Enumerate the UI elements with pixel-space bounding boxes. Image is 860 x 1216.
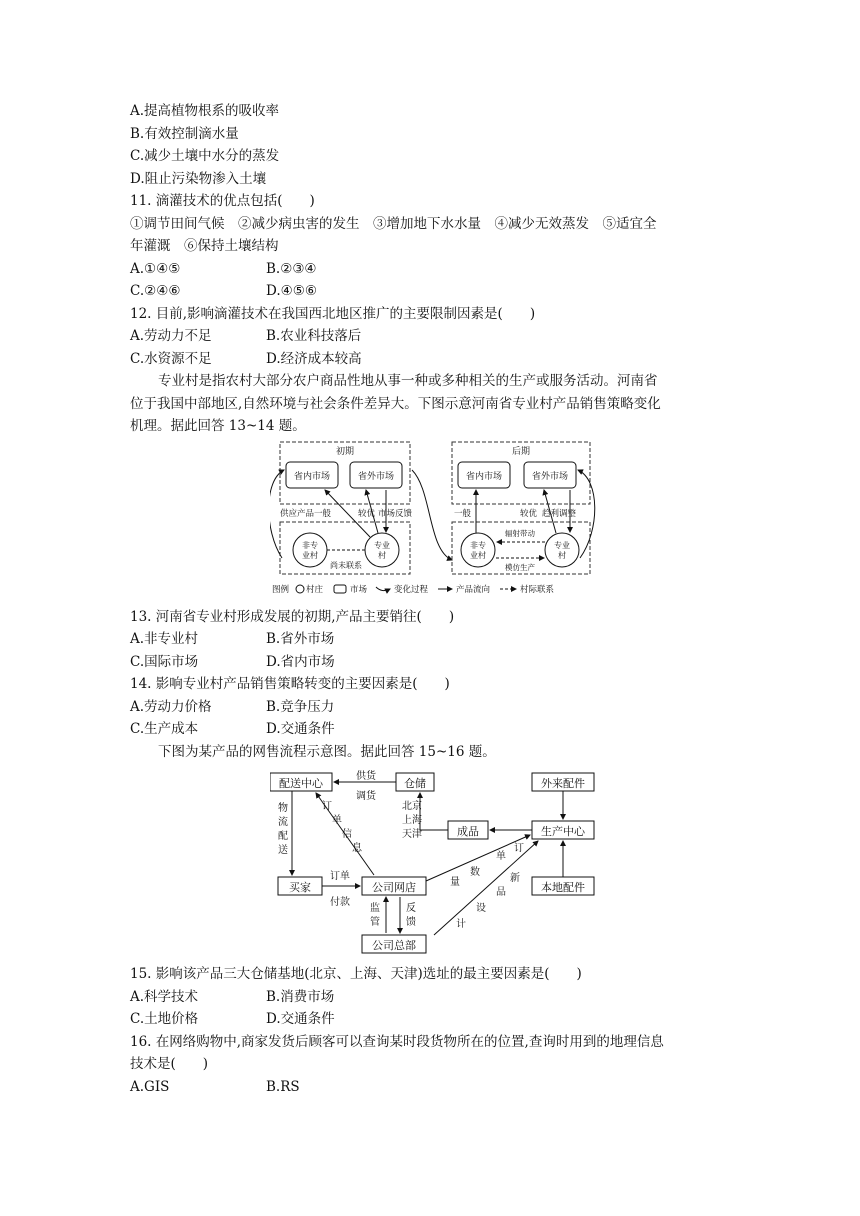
q15-option-a: A.科学技术: [130, 988, 199, 1005]
q11-items-1: ①调节田间气候 ②减少病虫害的发生 ③增加地下水水量 ④减少无效蒸发 ⑤适宜全: [130, 215, 657, 232]
passage1-line2: 位于我国中部地区,自然环境与社会条件差异大。下图示意河南省专业村产品销售策略变化: [130, 395, 661, 412]
q12-options-row1: [130, 325, 730, 348]
general-label-late: 一般: [454, 508, 472, 519]
radiation-label: 辐射带动: [505, 528, 535, 538]
supply-general-label: 供应产品一般: [280, 508, 332, 519]
q12-stem: 12. 目前,影响滴灌技术在我国西北地区推广的主要限制因素是( ): [130, 305, 536, 322]
q14-option-c: C.生产成本: [130, 721, 199, 737]
q15-stem: 15. 影响该产品三大仓储基地(北京、上海、天津)选址的最主要因素是( ): [130, 966, 582, 982]
order-info-4: 息: [352, 843, 362, 854]
q15-options-row2: [130, 1008, 730, 1031]
q14-option-b: B.竞争压力: [266, 698, 335, 715]
q15-option-d: D.交通条件: [266, 1011, 335, 1027]
q10-option-b: B.有效控制滴水量: [130, 125, 239, 142]
q13-option-c: C.国际市场: [130, 653, 199, 670]
q12-option-a: A.劳动力不足: [130, 328, 212, 344]
early-title: 初期: [335, 446, 355, 457]
q16-option-b: B.RS: [266, 1078, 300, 1095]
q12-option-c: C.水资源不足: [130, 350, 212, 367]
q13-option-d: D.省内市场: [266, 653, 335, 670]
finished-goods-label: 成品: [457, 825, 479, 838]
sales-strategy-diagram: [270, 440, 600, 600]
order-qty-2: 单: [496, 851, 506, 862]
city-beijing: 北京: [402, 801, 422, 812]
late-change-curve-right: [578, 470, 595, 558]
q14-stem: 14. 影响专业村产品销售策略转变的主要因素是( ): [130, 676, 450, 692]
logistics-1: 物: [278, 803, 288, 814]
legend-village-symbol: [296, 585, 304, 593]
late-non-village-l2: 业村: [470, 550, 486, 560]
legend-village: 村庄: [306, 584, 324, 595]
q11-options-row2: [130, 280, 730, 303]
q16-stem-1: 16. 在网络购物中,商家发货后顾客可以查询某时段货物所在的位置,查询时用到的地理信息: [130, 1033, 664, 1050]
q15-option-b: B.消费市场: [266, 988, 335, 1005]
order-qty-3: 数: [470, 867, 480, 878]
city-tianjin: 天津: [402, 829, 422, 840]
order-qty-1: 订: [514, 843, 524, 854]
production-center-label: 生产中心: [541, 825, 585, 838]
feedback-1: 反: [406, 903, 416, 914]
passage2: 下图为某产品的网售流程示意图。据此回答 15~16 题。: [158, 743, 496, 760]
early-non-village-l1: 非专: [302, 540, 318, 550]
logistics-4: 送: [278, 845, 288, 856]
q12-option-b: B.农业科技落后: [266, 328, 362, 344]
distribution-center-label: 配送中心: [279, 777, 323, 790]
change-process-curve: [412, 470, 452, 560]
market-feedback-label: 市场反馈: [378, 508, 413, 519]
order-qty-4: 量: [450, 877, 460, 888]
early-out-province-label: 省外市场: [357, 471, 395, 482]
late-spec-village-l1: 专业: [554, 540, 570, 550]
q13-options-row1: [130, 628, 730, 651]
finished-to-warehouse-arrow: [420, 793, 448, 830]
q11-options-row1: [130, 258, 730, 281]
supply-label: 供货: [356, 771, 376, 782]
order-pay-1: 订单: [330, 871, 350, 882]
legend-change: 变化过程: [394, 584, 429, 595]
transfer-label: 调货: [356, 791, 376, 802]
q14-option-a: A.劳动力价格: [130, 698, 212, 715]
supervise-1: 监: [370, 903, 380, 914]
late-in-province-label: 省内市场: [465, 471, 503, 482]
logistics-2: 流: [278, 817, 288, 828]
q11-stem: 11. 滴灌技术的优点包括( ): [130, 193, 315, 209]
q10-option-a: A.提高植物根系的吸收率: [130, 103, 280, 119]
fig1-legend: [272, 584, 555, 595]
legend-prefix: 图例: [272, 584, 290, 595]
not-linked-label: 尚未联系: [330, 560, 362, 570]
early-spec-village-l2: 村: [378, 550, 386, 560]
late-spec-village-l2: 村: [558, 550, 566, 560]
city-shanghai: 上海: [402, 815, 422, 826]
legend-change-symbol: [376, 587, 390, 591]
q14-options-row2: [130, 718, 730, 741]
online-sales-flow-diagram: [270, 769, 600, 955]
warehouse-label: 仓储: [404, 777, 426, 790]
early-in-province-label: 省内市场: [293, 471, 331, 482]
new-design-4: 计: [456, 919, 466, 930]
order-info-3: 信: [342, 829, 352, 840]
logistics-3: 配: [278, 831, 288, 842]
early-specialized-village: [365, 533, 399, 567]
new-design-arrow: [434, 841, 538, 935]
early-non-specialized-village: [293, 533, 327, 567]
order-info-2: 单: [332, 815, 342, 826]
profit-adjust-label: 趋利调整: [542, 508, 577, 519]
q11-option-b: B.②③④: [266, 260, 317, 277]
order-info-1: 订: [322, 801, 332, 812]
better-label-late: 较优: [520, 508, 538, 519]
exam-page: [130, 100, 730, 1098]
supervise-2: 管: [370, 917, 380, 928]
q16-option-a: A.GIS: [130, 1078, 170, 1095]
q13-option-b: B.省外市场: [266, 631, 335, 647]
q16-stem-2: 技术是( ): [130, 1056, 209, 1072]
late-out-province-label: 省外市场: [531, 471, 569, 482]
external-parts-label: 外来配件: [541, 777, 585, 790]
local-parts-label: 本地配件: [541, 881, 585, 894]
early-spec-village-l1: 专业: [374, 540, 390, 550]
q14-option-d: D.交通条件: [266, 721, 335, 737]
new-design-3: 设: [476, 903, 486, 914]
q13-option-a: A.非专业村: [130, 631, 199, 647]
q15-options-row1: [130, 986, 730, 1009]
late-non-specialized-village: [461, 533, 495, 567]
order-pay-2: 付款: [330, 897, 350, 908]
passage1-line1: 专业村是指农村大部分农户商品性地从事一种或多种相关的生产或服务活动。河南省: [158, 373, 658, 389]
feedback-2: 馈: [406, 917, 416, 928]
imitation-label: 模仿生产: [505, 562, 535, 572]
q12-options-row2: [130, 348, 730, 371]
q12-option-d: D.经济成本较高: [266, 350, 362, 367]
better-label-early: 较优: [358, 508, 376, 519]
q10-option-d: D.阻止污染物渗入土壤: [130, 170, 267, 187]
legend-market: 市场: [350, 584, 368, 595]
late-non-village-l1: 非专: [470, 540, 486, 550]
q15-option-c: C.土地价格: [130, 1011, 199, 1027]
q11-option-a: A.①④⑤: [130, 260, 181, 277]
q14-options-row1: [130, 696, 730, 719]
legend-flow: 产品流向: [456, 584, 491, 595]
online-store-label: 公司网店: [372, 881, 416, 894]
hq-label: 公司总部: [372, 939, 416, 952]
late-title: 后期: [511, 446, 531, 457]
legend-market-symbol: [334, 585, 346, 593]
q10-option-c: C.减少土壤中水分的蒸发: [130, 148, 280, 164]
passage1-line3: 机理。据此回答 13~14 题。: [130, 418, 306, 434]
q11-option-d: D.④⑤⑥: [266, 283, 317, 299]
new-design-2: 品: [496, 887, 506, 898]
late-specialized-village: [545, 533, 579, 567]
q13-options-row2: [130, 651, 730, 674]
q13-stem: 13. 河南省专业村形成发展的初期,产品主要销往( ): [130, 608, 455, 625]
buyer-label: 买家: [289, 881, 311, 894]
q11-option-c: C.②④⑥: [130, 283, 181, 299]
early-non-village-l2: 业村: [302, 550, 318, 560]
new-design-1: 新: [510, 873, 520, 884]
q11-items-2: 年灌溉 ⑥保持土壤结构: [130, 238, 279, 254]
legend-link: 村际联系: [520, 584, 555, 595]
q16-options-row1: [130, 1076, 730, 1099]
